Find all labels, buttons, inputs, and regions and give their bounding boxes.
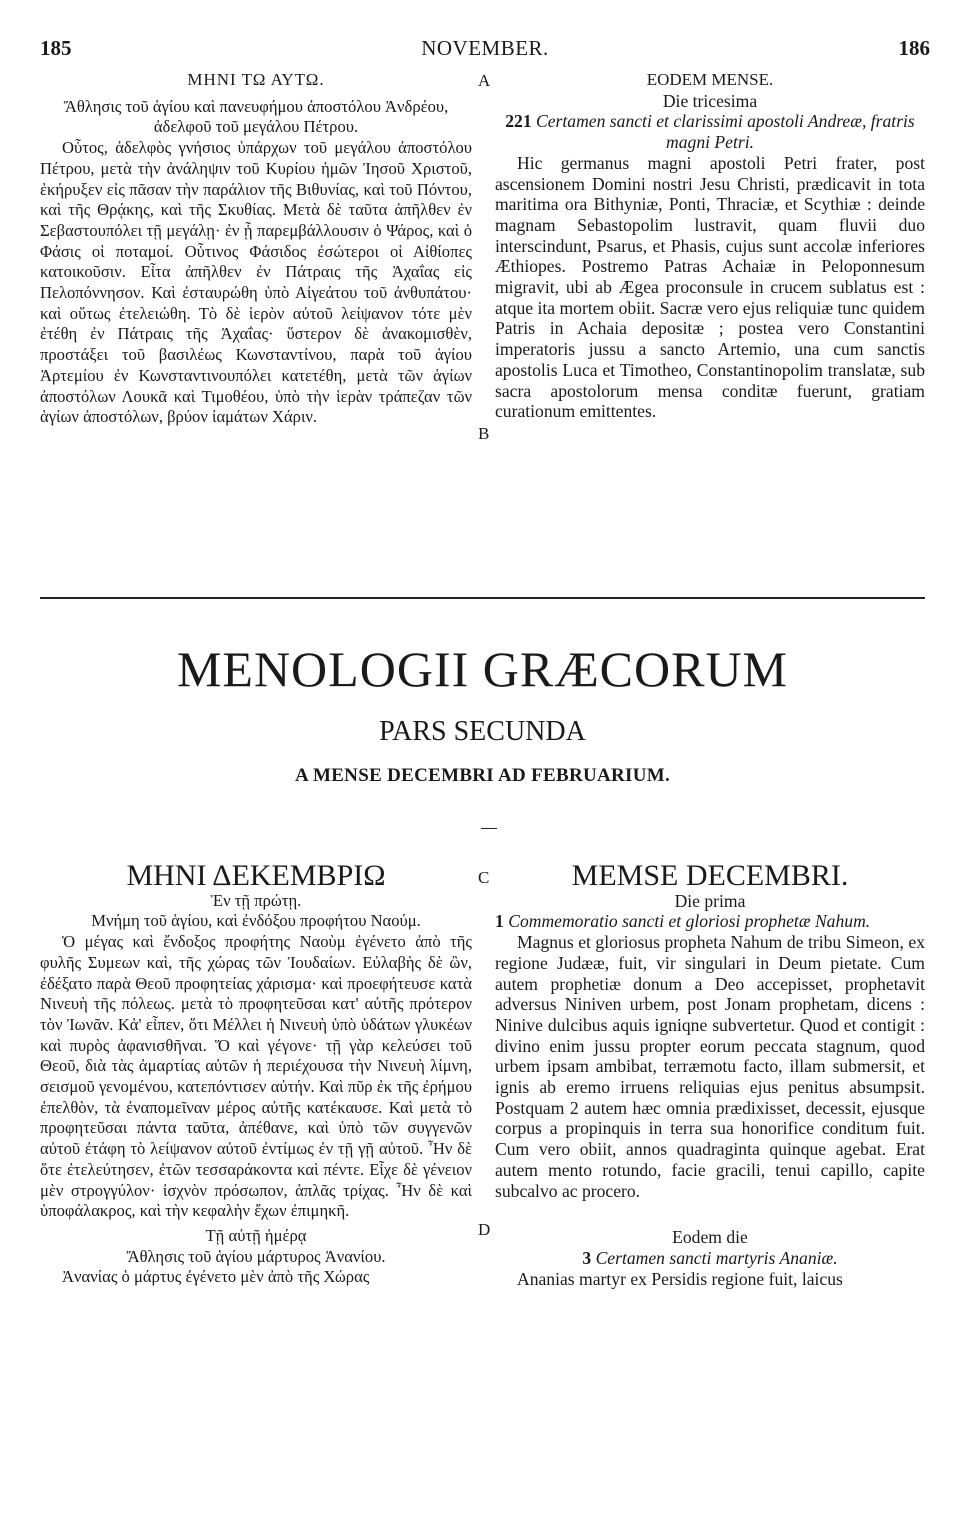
margin-letter-d: D (478, 1220, 491, 1239)
margin-letter-c: C (478, 868, 490, 887)
day-label: Ἐν τῇ πρώτῃ. (210, 890, 302, 910)
section-divider (40, 597, 925, 599)
margin-letter-b: B (478, 424, 490, 443)
entry-body: Hic germanus magni apostoli Petri frater, post ascensionem Domini nostri Jesu Christi, prædicavit in tota maritima ora Bithyniæ, Ponti, Thraciæ, et Scythiæ : deinde magnam Sebastopolim lustravit, quam fluvii duo interscindunt, Psarus, et Phasis, cujus sunt accolæ inferiores Æthiopes. Postremo Patras Achaiæ in Peloponnesum migravit, ubi ab Ægea proconsule in crucem sublatus est : atque ita mortem obiit. Sacræ vero ejus reliquiæ tunc quidem Patris in Achaia depositæ ; postea vero Constantini imperatoris jussu a sancto Artemio, una cum sanctis apostolis Luca et Timotheo, Constantinopolim translatæ, sub sacra apostolorum mensa conditæ fuerunt, gratiam curationum emittentes. (495, 152, 925, 422)
greek-column-november (40, 70, 472, 428)
entry-body: Ὁ μέγας καὶ ἔνδοξος προφήτης Ναοὺμ ἐγένετο ἀπὸ τῆς φυλῆς Συμεων καὶ, τῆς χώρας τῶν Ἰουδαίων. Εὐλαβὴς δὲ ὢν, ἐδέξατο παρὰ Θεοῦ προφητείας χάρισμα· καὶ προεφήτευσε κατὰ Νινευὴ τῆς πόλεως. μετὰ τὸ προφητεῦσαι κατ' αὐτῆς πρότερον τὸν Ἰωνᾶν. Κἀ' εἶπεν, ὅτι Μέλλει ἡ Νινευὴ ὑπὸ ὑδάτων γλυκέων καὶ πυρὸς ἀφανισθῆναι. Ὅ καὶ γέγονε· τῇ γὰρ κελεύσει τοῦ Θεοῦ, διὰ τὰς ἁμαρτίας αὐτῶν ἡ περιέχουσα τὴν Νινευὴ λίμνη, σεισμοῦ γενομένου, κατεπόντισεν αὐτήν. Καὶ πῦρ ἐκ τῆς ἐρήμου ἐπελθὸν, τὰ ἐναπομεῖναν μέρος αὐτῆς κατέκαυσε. Καὶ μετὰ τὸ προφητεῦσαι πάντα ταῦτα, ἀπέθανε, καὶ ὑπὸ τῶν συγγενῶν αὐτοῦ ἐτάφη τὸ λείψανον αὐτοῦ ἐντίμως ἐν τῇ γῇ αὐτοῦ. Ἦν δὲ ὅτε ἐτελεύτησεν, ἐτῶν τεσσαράκοντα καὶ πέντε. Εἶχε δὲ γένειον μὲν στρογγύλον· ἰσχνὸν πρόσωπον, ἁπλᾶς τρίχας. Ἦν δὲ καὶ ὑποφάλακρος, καὶ τὴν κεφαλὴν ἔχων ἐπιμηκῆ. (40, 932, 472, 1221)
entry-title: Commemoratio sancti et gloriosi prophetæ Nahum. (508, 911, 871, 932)
day-label-2: Τῇ αὐτῇ ἡμέρᾳ (205, 1225, 307, 1245)
page-number-right: 186 (898, 36, 930, 60)
entry-title: Ἄθλησις τοῦ ἁγίου καὶ πανευφήμου ἀποστόλου Ἀνδρέου, ἀδελφοῦ τοῦ μεγάλου Πέτρου. (63, 96, 449, 137)
section-heading: EODEM MENSE. (646, 70, 774, 89)
entry-body-2: Ἀνανίας ὁ μάρτυς ἐγένετο μὲν ἀπὸ τῆς Χώρας (62, 1267, 370, 1287)
entry-body: Οὗτος, ἀδελφὸς γνήσιος ὑπάρχων τοῦ μεγάλου ἀποστόλου Πέτρου, μετὰ τὴν ἀνάληψιν τοῦ Κυρίου ἡμῶν Ἰησοῦ Χριστοῦ, ἐκήρυξεν εἰς πᾶσαν τὴν παράλιον τῆς Βιθυνίας, καὶ τοῦ Πόντου, καὶ τῆς Θρᾴκης, καὶ τῆς Σκυθίας. Μετὰ δὲ ταῦτα ἀπῆλθεν ἐν Σεβαστουπόλει τῇ μεγάλῃ· ἐν ᾗ παρεμβάλλουσιν ὁ Ψάρος, καὶ ὁ Φάσις οἱ ποταμοί. Οὗτινος Φάσιδος ἐσώτεροι οἱ Αἰθίοπες κατοικοῦσιν. Εἶτα ἀπῆλθεν ἐν Πάτραις τῆς Ἀχαΐας εἰς Πελοπόννησον. Καὶ ἐσταυρώθη ὑπὸ Αἰγεάτου τοῦ ἀνθυπάτου· καὶ οὕτως ἐτελειώθη. Τὸ δὲ ἱερὸν αὐτοῦ λείψανον τότε μὲν ἐτέθη ἐν Πάτραις τῆς Ἀχαΐας· ὕστερον δὲ ἀνακομισθὲν, προστάξει τοῦ βασιλέως Κωνσταντίνου, παρὰ τοῦ ἁγίου Ἀρτεμίου ἐν Κωνσταντινουπόλει κατετέθη, μετὰ τῶν ἁγίων ἀποστόλων Λουκᾶ καὶ Τιμοθέου, ὑπὸ τὴν ἱερὰν τράπεζαν τῶν ἁγίων ἀποστόλων, βρύον ἰαμάτων Χάριν. (40, 138, 472, 427)
day-label: Die tricesima (662, 90, 758, 111)
entry-number-2: 3 (582, 1247, 592, 1268)
entry-number: 221 (505, 111, 532, 132)
greek-column-december (40, 859, 472, 1288)
section-heading: ΜΗΝΙ ΤΩ ΑΥΤΩ. (187, 70, 325, 89)
volume-subtitle: PARS SECUNDA (379, 716, 586, 747)
volume-range: A MENSE DECEMBRI AD FEBRUARIUM. (294, 765, 671, 786)
entry-body: Magnus et gloriosus propheta Nahum de tribu Simeon, ex regione Judææ, fuit, vir singulari in Deum pietate. Cum autem prophetiæ donum a Deo accepisset, prophetavit adversus Niniven urbem, post Jonam prophetam, dicens : Ninive dulcibus aquis igniqne subvertetur. Quod et contigit : divino enim jussu propter eorum peccata stagnum, quod urbem ipsam ambibat, terræmotu facto, illam submersit, et ignis ab eremo irruens reliquias ejus penitus absumpsit. Postquam 2 autem hæc omnia prædixisset, decessit, ejusque corpus a propinquis in terra sua honorifice conditum fuit. Cum vero obiit, annos quadraginta quinque agebat. Erat autem mento rotundo, facie gracili, tenui capillo, capite subcalvo ac procero. (495, 932, 925, 1201)
entry-body-2: Ananias martyr ex Persidis regione fuit, laicus (517, 1268, 843, 1289)
running-header (40, 36, 930, 64)
short-rule (481, 828, 497, 829)
latin-column-november (495, 70, 925, 422)
entry-title-2: Certamen sancti martyris Ananiæ. (595, 1247, 838, 1268)
margin-letter-a: A (478, 71, 491, 90)
entry-title-2: Ἄθλησις τοῦ ἁγίου μάρτυρος Ἀνανίου. (126, 1246, 386, 1266)
volume-title: MENOLOGII GRÆCORUM (176, 641, 789, 697)
day-label: Die prima (674, 890, 746, 911)
running-title: NOVEMBER. (421, 36, 549, 60)
entry-title: Certamen sancti et clarissimi apostoli Andreæ, fratris magni Petri. (536, 111, 915, 153)
entry-number: 1 (495, 911, 504, 932)
entry-title: Μνήμη τοῦ ἁγίου, καὶ ἐνδόξου προφήτου Ναούμ. (91, 911, 421, 931)
day-label-2: Eodem die (672, 1227, 748, 1248)
latin-column-december (495, 859, 925, 1289)
section-heading: MEMSE DECEMBRI. (571, 859, 849, 892)
page-number-left: 185 (40, 36, 72, 60)
section-heading: ΜΗΝΙ ΔΕΚΕΜΒΡΙΩ (126, 859, 386, 892)
